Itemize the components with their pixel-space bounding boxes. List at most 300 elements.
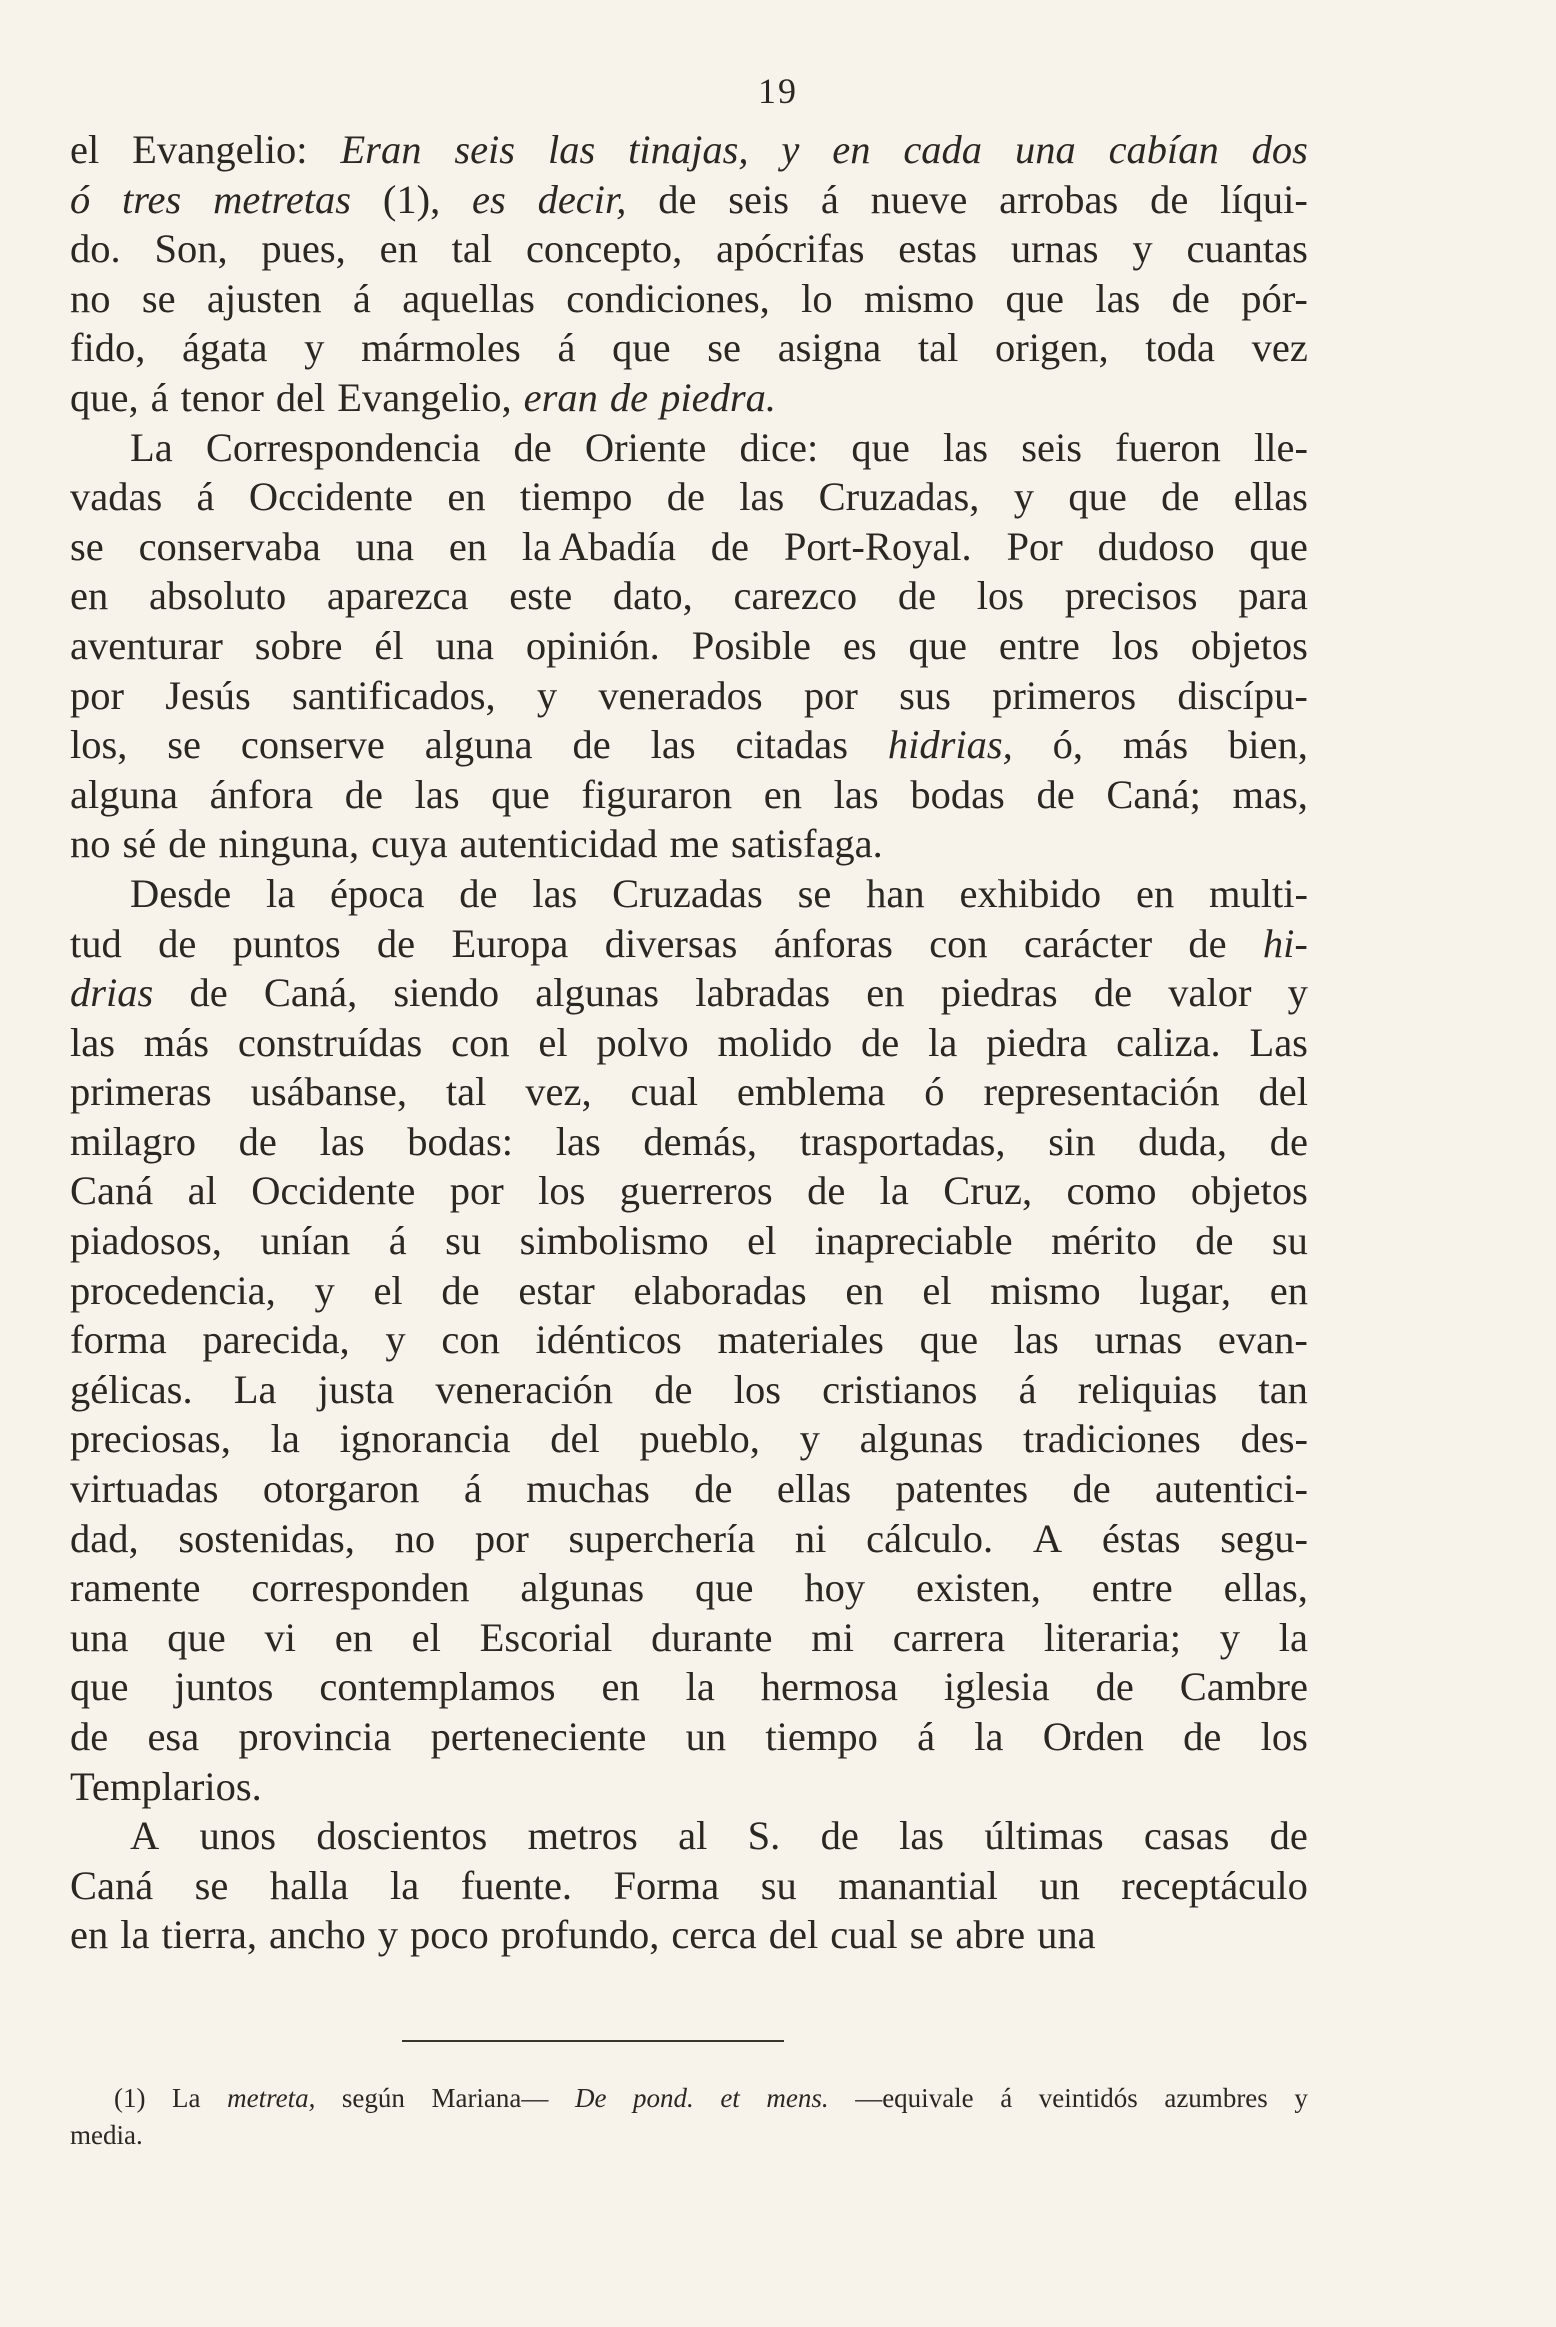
text-line (70, 125, 1308, 175)
word (70, 175, 90, 225)
word: el (373, 1267, 403, 1313)
word: del (768, 1912, 819, 1958)
italic-word: una (1014, 127, 1076, 172)
text-line (70, 1216, 1308, 1266)
word: época (330, 870, 425, 916)
word: mérito (1051, 1218, 1157, 1264)
word: ramente (70, 1565, 201, 1611)
word: S. (747, 1813, 781, 1859)
text-line (70, 819, 1308, 869)
word: milagro (70, 1118, 196, 1164)
word: metros (527, 1813, 638, 1859)
italic-word: metreta, (227, 2083, 316, 2113)
word: perteneciente (430, 1714, 647, 1759)
word (122, 175, 181, 225)
word: y (799, 1416, 820, 1462)
text-line (70, 1514, 1308, 1564)
word (454, 125, 515, 175)
word: en (448, 523, 488, 569)
word: cristianos (822, 1366, 978, 1412)
word: de (158, 920, 197, 966)
word: en (70, 573, 109, 619)
word (1252, 125, 1308, 175)
word: de (1188, 920, 1227, 966)
word: media. (70, 2120, 143, 2150)
word: bien, (1228, 722, 1308, 768)
word: una (435, 622, 495, 668)
word: aquellas (402, 275, 535, 321)
word: en (601, 1664, 640, 1710)
text-line (70, 224, 1308, 274)
word: bodas (910, 771, 1005, 817)
italic-word: metretas (213, 176, 352, 222)
word: las (650, 722, 696, 768)
word: entre (998, 622, 1080, 668)
word: por (449, 1168, 504, 1214)
word: Port-Royal. (783, 523, 972, 569)
word: La (172, 2083, 201, 2113)
word: siendo (393, 970, 500, 1016)
word: y (1132, 226, 1153, 272)
word: ágata (182, 325, 268, 371)
word: satisfaga. (730, 821, 883, 867)
word: dudoso (1097, 523, 1215, 569)
word: de (666, 474, 705, 520)
word: y (377, 1912, 398, 1958)
word: me (669, 821, 719, 867)
word: mas, (1232, 771, 1308, 817)
word: des- (1240, 1416, 1308, 1462)
word: polvo (596, 1019, 689, 1065)
text-line (70, 1712, 1308, 1762)
word: tiempo (519, 474, 633, 520)
word: algunas (859, 1416, 984, 1462)
word: más (1122, 722, 1189, 768)
word: corresponden (251, 1565, 470, 1611)
word: las (899, 1813, 945, 1859)
word: los (976, 573, 1025, 619)
word: de (897, 573, 937, 619)
word: La (233, 1366, 277, 1412)
word: algunas (520, 1565, 645, 1611)
word: sus (899, 672, 951, 718)
word: muchas (526, 1466, 650, 1512)
word: alguna (70, 771, 178, 817)
word: Templarios. (70, 1763, 262, 1809)
word: de (1150, 176, 1189, 222)
word: A (130, 1813, 160, 1859)
word: al (187, 1168, 217, 1214)
italic-word: eran (523, 374, 598, 420)
word: el (538, 1019, 568, 1065)
word: Orden (1042, 1714, 1144, 1759)
word: absoluto (148, 573, 287, 619)
word: la (390, 1862, 420, 1908)
word: á (352, 275, 371, 321)
word: pueblo, (639, 1416, 760, 1462)
word (660, 373, 776, 423)
word: su (760, 1862, 797, 1908)
word: apócrifas (716, 226, 865, 272)
text-line (70, 423, 1308, 473)
word: las (1095, 275, 1141, 321)
italic-word: Eran (340, 127, 422, 172)
text-line (70, 1811, 1308, 1861)
word: usábanse, (250, 1069, 407, 1115)
text-line (70, 1414, 1308, 1464)
word (633, 2080, 694, 2117)
word: sé (122, 821, 157, 867)
word: ni (794, 1515, 827, 1561)
text-line (70, 1166, 1308, 1216)
word: cerca (671, 1912, 757, 1958)
italic-word: las (547, 127, 596, 172)
word: de (1161, 474, 1200, 520)
word (524, 373, 598, 423)
word: caliza. (1116, 1019, 1221, 1065)
word: á (150, 374, 169, 420)
word: á (1018, 1366, 1037, 1412)
word: literaria; (1043, 1614, 1182, 1660)
word: ellas (776, 1466, 852, 1512)
word: algunas (535, 970, 660, 1016)
word: piedra (986, 1019, 1088, 1065)
word (766, 2080, 828, 2117)
word: este (509, 573, 573, 619)
word: en (1135, 870, 1175, 916)
word: precisos (1064, 573, 1198, 619)
word: que (167, 1614, 226, 1660)
word: de (861, 1019, 900, 1065)
word: las (943, 424, 989, 470)
word: el (70, 127, 100, 172)
text-line (70, 274, 1308, 324)
word: elaboradas (633, 1267, 807, 1313)
word: Cambre (1179, 1664, 1308, 1710)
word: éstas (1101, 1515, 1181, 1561)
word: condiciones, (566, 275, 770, 321)
word (888, 720, 1013, 770)
word: la (266, 870, 296, 916)
text-line (70, 472, 1308, 522)
word: patentes (895, 1466, 1029, 1512)
word: dato, (612, 573, 693, 619)
text-line (70, 1464, 1308, 1514)
word: mismo (990, 1267, 1101, 1313)
word: multi- (1209, 870, 1308, 916)
word: las (833, 771, 879, 817)
word: parecida, (202, 1317, 350, 1363)
word: y (304, 325, 325, 371)
word (538, 175, 627, 225)
text-line (70, 671, 1308, 721)
word: que (491, 771, 550, 817)
word: Jesús (165, 672, 251, 718)
word: manantial (838, 1862, 998, 1908)
word: de (572, 722, 611, 768)
word: de (1093, 970, 1133, 1016)
word: Evangelio, (337, 374, 512, 420)
word: un (685, 1714, 727, 1759)
word (70, 968, 153, 1018)
word: á (196, 474, 215, 520)
paragraph (70, 423, 1308, 869)
word: Cruzadas, (818, 474, 980, 520)
word: lo (801, 275, 833, 321)
word: ninguna, (218, 821, 360, 867)
italic-word: tinajas, (628, 127, 749, 172)
word: venerados (598, 672, 763, 718)
word: la (879, 1168, 909, 1214)
word (472, 175, 506, 225)
word: Mariana— (431, 2083, 549, 2113)
word: Cruzadas (612, 870, 763, 916)
word: ignorancia (339, 1416, 511, 1462)
word: otorgaron (262, 1466, 420, 1512)
word: Caná; (1106, 771, 1201, 817)
word: Son, (154, 226, 228, 272)
text-line (70, 1762, 1308, 1812)
word: se (909, 1912, 944, 1958)
word: Correspondencia (205, 424, 481, 470)
word: arrobas (999, 176, 1119, 222)
italic-word: seis (454, 127, 516, 172)
word: la (974, 1714, 1004, 1759)
word: superchería (568, 1515, 756, 1561)
word: Desde (130, 870, 232, 916)
word: construídas (237, 1019, 423, 1065)
word: de (807, 1168, 846, 1214)
text-line (70, 1910, 1308, 1960)
word: que (1249, 523, 1308, 569)
word: receptáculo (1121, 1862, 1308, 1908)
word (213, 175, 351, 225)
word: Cruz, (943, 1168, 1033, 1214)
word: sobre (254, 622, 343, 668)
word: los (1260, 1714, 1308, 1759)
word: Caná, (263, 970, 358, 1016)
word: vi (264, 1614, 296, 1660)
word: de (710, 523, 749, 569)
word: de (189, 970, 228, 1016)
word: tal (917, 325, 959, 371)
word: han (866, 870, 925, 916)
word: el (747, 1218, 777, 1264)
italic-word: piedra. (660, 374, 776, 420)
word: un (1039, 1862, 1080, 1908)
text-line (70, 1117, 1308, 1167)
word: que (919, 1317, 979, 1363)
word: urnas (1094, 1317, 1183, 1363)
word: primeras (70, 1069, 212, 1115)
word: con (929, 920, 988, 966)
text-line (70, 770, 1308, 820)
word (1109, 125, 1219, 175)
word: aventurar (70, 622, 223, 668)
paragraph (70, 1811, 1308, 1960)
word: cuantas (1186, 226, 1308, 272)
word: el (411, 1614, 441, 1660)
word: en (845, 1267, 884, 1313)
word: del (1258, 1069, 1308, 1115)
italic-word: en (832, 127, 871, 172)
word: las (532, 870, 578, 916)
word: do. (70, 226, 121, 272)
word: del (550, 1416, 600, 1462)
word: y (385, 1317, 406, 1363)
word: ancho (269, 1912, 366, 1958)
text-line (70, 1018, 1308, 1068)
word: fido, (70, 325, 146, 371)
word: de (1195, 1218, 1234, 1264)
word: su (1271, 1218, 1308, 1264)
word (227, 2080, 315, 2117)
word: citadas (735, 722, 848, 768)
word: de (658, 176, 697, 222)
word: se (70, 523, 104, 569)
word: tenor (180, 374, 264, 420)
word: y (1219, 1614, 1241, 1660)
word: inapreciable (814, 1218, 1013, 1264)
italic-word: drias (70, 970, 154, 1016)
word: se (707, 325, 742, 371)
word: de (70, 1714, 109, 1759)
word: sostenidas, (178, 1515, 355, 1561)
text-line (70, 2080, 1308, 2117)
word: cuya (371, 821, 448, 867)
text-line (70, 2117, 1308, 2154)
word: su (445, 1218, 482, 1264)
word: unos (199, 1813, 277, 1859)
word: unían (260, 1218, 351, 1264)
word: las (414, 771, 460, 817)
word: ellas, (1223, 1565, 1308, 1611)
word: Occidente (248, 474, 414, 520)
word: carácter (1023, 920, 1153, 966)
italic-word: de (609, 374, 649, 420)
word: conservaba (138, 523, 321, 569)
word: la (1278, 1614, 1308, 1660)
word: no (394, 1515, 436, 1561)
word: durante (651, 1614, 773, 1660)
word: en (379, 226, 418, 272)
word: más (143, 1019, 210, 1065)
word: los, (70, 722, 128, 768)
word: labradas (695, 970, 831, 1016)
word: de (168, 821, 207, 867)
word: —equivale (855, 2083, 974, 2113)
word: de (376, 920, 416, 966)
word: y (1287, 970, 1308, 1016)
word: de (1095, 1664, 1134, 1710)
word: en (70, 1912, 109, 1958)
word: discípu- (1177, 672, 1308, 718)
word: que (908, 622, 967, 668)
text-line (70, 1563, 1308, 1613)
word: doscientos (316, 1813, 488, 1859)
word: de (820, 1813, 859, 1859)
word: sin (1048, 1118, 1096, 1164)
word: A (1032, 1515, 1063, 1561)
word: Evangelio: (132, 127, 308, 172)
word: últimas (984, 1813, 1104, 1859)
word: tal (451, 226, 493, 272)
word: á (917, 1714, 936, 1759)
word: piadosos, (70, 1218, 222, 1264)
word: nueve (870, 176, 968, 222)
word (1015, 125, 1076, 175)
word: autentici- (1155, 1466, 1308, 1512)
word: y (1294, 2083, 1308, 2113)
word: como (1066, 1168, 1157, 1214)
word: se (167, 722, 202, 768)
word: seis (728, 176, 790, 222)
word: preciosas, (70, 1416, 231, 1462)
word: con (451, 1019, 510, 1065)
word: procedencia, (70, 1267, 276, 1313)
word: tierra, (161, 1912, 258, 1958)
word: en (334, 1614, 373, 1660)
word: á (820, 176, 839, 222)
word (720, 2080, 740, 2117)
text-line (70, 373, 1308, 423)
word: y (1013, 474, 1035, 520)
italic-word: ó (70, 176, 91, 222)
text-line (70, 1861, 1308, 1911)
word: emblema (736, 1069, 886, 1115)
word: que (1068, 474, 1127, 520)
word: La (130, 424, 173, 470)
word: de (344, 771, 383, 817)
text-line (70, 175, 1308, 225)
word: justa (317, 1366, 395, 1412)
word: guerreros (619, 1168, 773, 1214)
word: poco (409, 1912, 489, 1958)
word: Europa (451, 920, 569, 966)
word: concepto, (525, 226, 683, 272)
word: una (70, 1614, 129, 1660)
word: por (474, 1515, 529, 1561)
word: ellas (1233, 474, 1308, 520)
text-line (70, 1365, 1308, 1415)
word: Escorial (479, 1614, 613, 1660)
word: de (459, 870, 498, 916)
word: el (922, 1267, 952, 1313)
word (781, 125, 799, 175)
word: se (141, 275, 176, 321)
word: puntos (232, 920, 341, 966)
word: la (685, 1664, 715, 1710)
word: Las (1249, 1019, 1308, 1065)
word: lle- (1254, 424, 1308, 470)
word: una (355, 523, 415, 569)
italic-word: mens. (766, 2083, 829, 2113)
word: objetos (1190, 1168, 1308, 1214)
word: es (842, 622, 877, 668)
word: para (1238, 573, 1308, 619)
word: vadas (70, 474, 163, 520)
word: que (612, 325, 671, 371)
word: juntos (174, 1664, 274, 1710)
word: duda, (1138, 1118, 1227, 1164)
word: cual (830, 1912, 898, 1958)
word (548, 125, 595, 175)
word: (1) (114, 2083, 146, 2113)
word: origen, (995, 325, 1109, 371)
italic-word: es (472, 176, 506, 222)
paragraph (70, 869, 1308, 1811)
word: existen, (916, 1565, 1041, 1611)
